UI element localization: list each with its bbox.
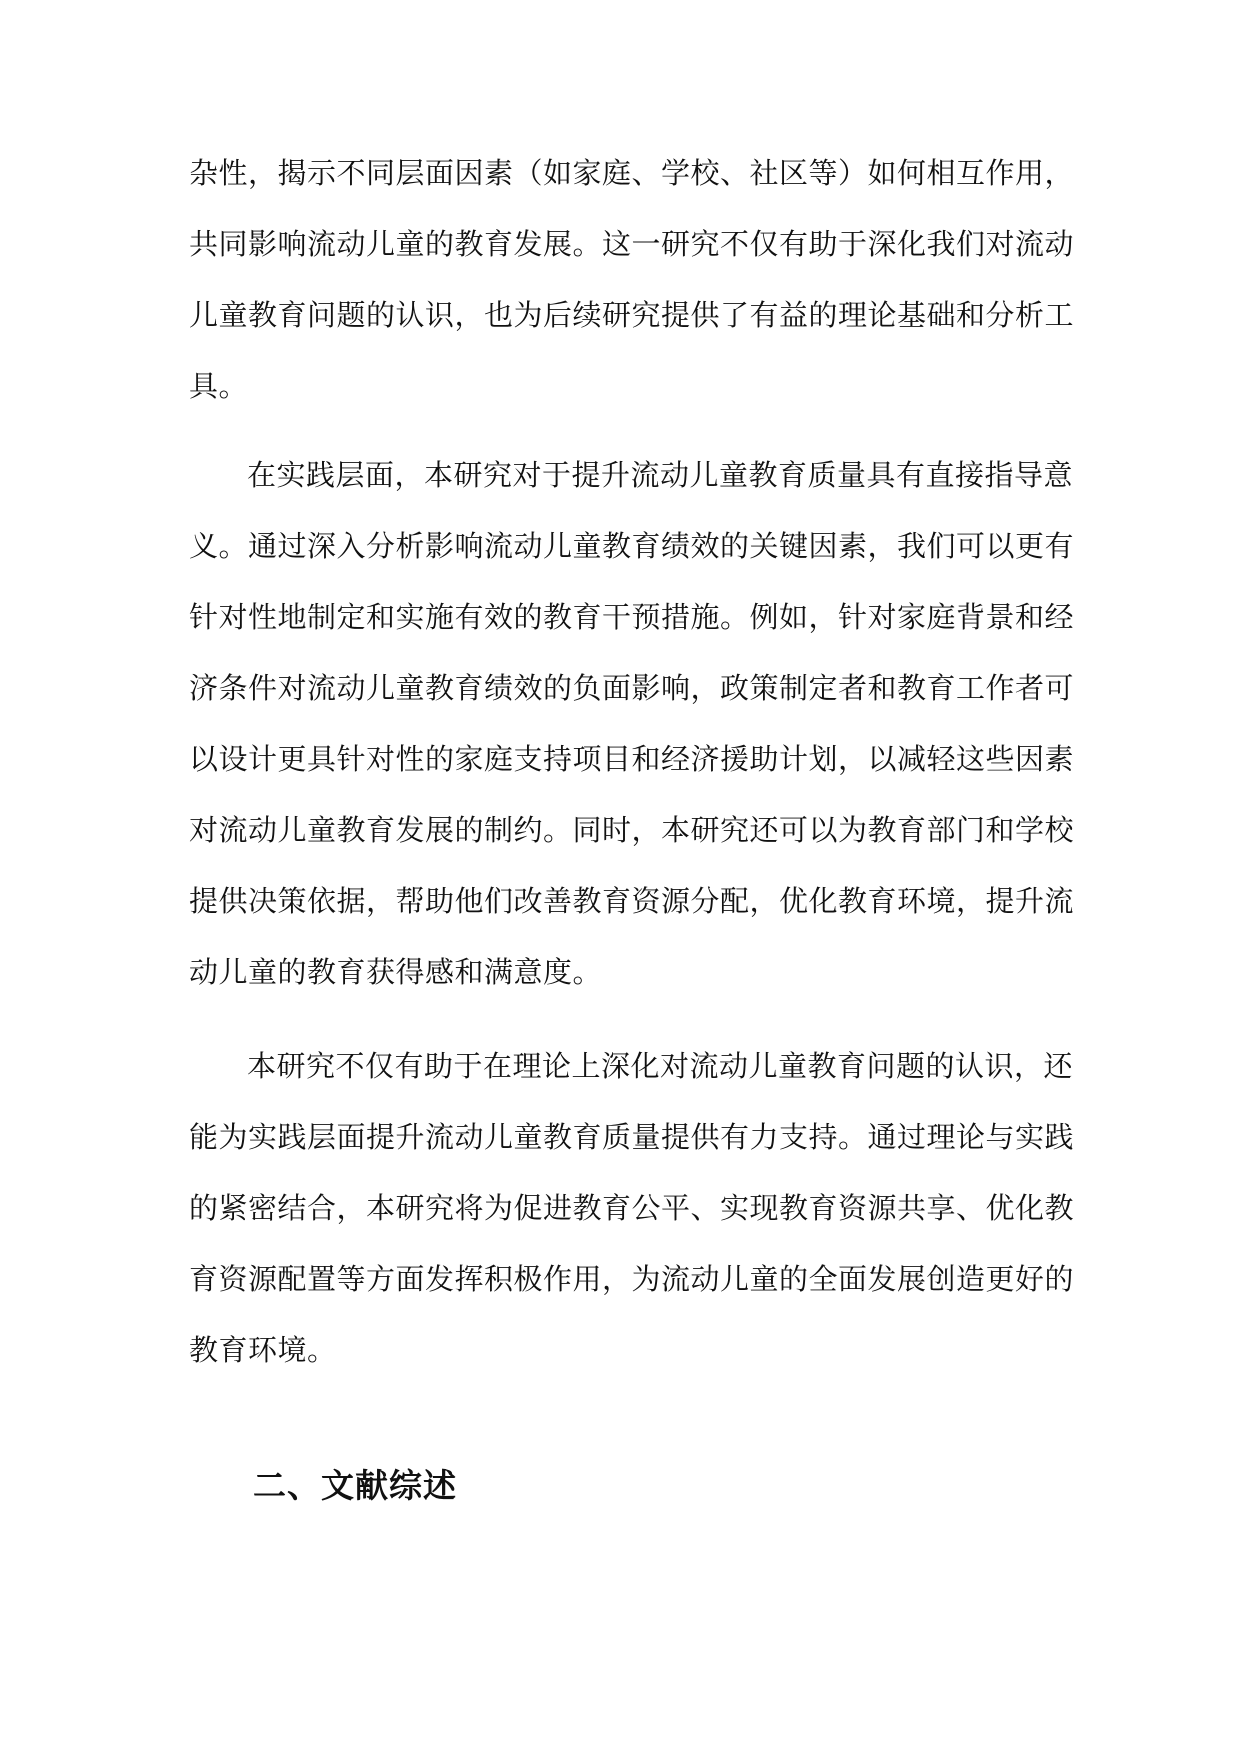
text-line: 能为实践层面提升流动儿童教育质量提供有力支持。通过理论与实践 <box>189 1120 1075 1154</box>
text-line: 教育环境。 <box>189 1333 337 1367</box>
text-line: 的紧密结合，本研究将为促进教育公平、实现教育资源共享、优化教 <box>189 1191 1075 1225</box>
paragraph-theoretical-significance-continued <box>189 138 1075 422</box>
section-heading-literature-review: 二、文献综述 <box>253 1466 457 1505</box>
text-line: 儿童教育问题的认识，也为后续研究提供了有益的理论基础和分析工 <box>189 298 1075 332</box>
text-line: 提供决策依据，帮助他们改善教育资源分配，优化教育环境，提升流 <box>189 884 1075 918</box>
text-line: 杂性，揭示不同层面因素（如家庭、学校、社区等）如何相互作用， <box>189 156 1075 190</box>
text-line: 对流动儿童教育发展的制约。同时，本研究还可以为教育部门和学校 <box>189 813 1075 847</box>
text-line: 济条件对流动儿童教育绩效的负面影响，政策制定者和教育工作者可 <box>189 671 1075 705</box>
text-line: 以设计更具针对性的家庭支持项目和经济援助计划，以减轻这些因素 <box>189 742 1075 776</box>
text-line: 在实践层面，本研究对于提升流动儿童教育质量具有直接指导意 <box>247 458 1074 492</box>
text-line: 动儿童的教育获得感和满意度。 <box>189 955 603 989</box>
text-line: 共同影响流动儿童的教育发展。这一研究不仅有助于深化我们对流动 <box>189 227 1075 261</box>
paragraph-summary <box>189 1031 1075 1386</box>
text-line: 育资源配置等方面发挥积极作用，为流动儿童的全面发展创造更好的 <box>189 1262 1075 1296</box>
text-line: 本研究不仅有助于在理论上深化对流动儿童教育问题的认识，还 <box>247 1049 1074 1083</box>
text-line: 义。通过深入分析影响流动儿童教育绩效的关键因素，我们可以更有 <box>189 529 1075 563</box>
text-line: 具。 <box>189 369 249 403</box>
paragraph-practical-significance <box>189 440 1075 1008</box>
text-line: 针对性地制定和实施有效的教育干预措施。例如，针对家庭背景和经 <box>189 600 1075 634</box>
